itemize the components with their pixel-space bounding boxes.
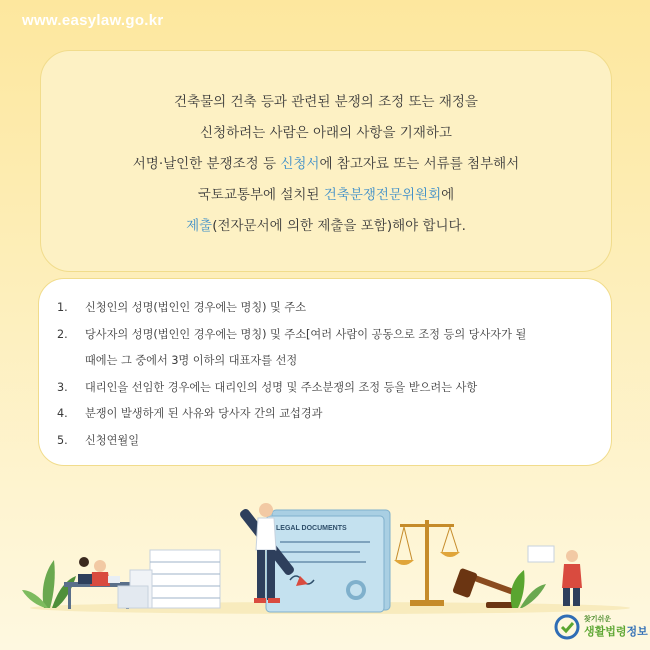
paper-stack-icon <box>118 550 220 608</box>
brand-icon <box>554 614 580 640</box>
highlight-submit: 제출 <box>186 217 213 234</box>
scales-icon <box>394 520 460 606</box>
gavel-icon <box>452 568 517 608</box>
highlight-committee: 건축분쟁전문위원회 <box>323 186 442 203</box>
requirements-card <box>38 278 612 466</box>
list-item: 3. 대리인을 선임한 경우에는 대리인의 성명 및 주소분쟁의 조정 등을 받으려는 사항 <box>57 380 478 394</box>
site-url[interactable]: www.easylaw.go.kr <box>22 12 164 29</box>
brand-name: 생활법령정보 <box>584 625 648 638</box>
plant-icon <box>511 570 546 608</box>
intro-line-5: 제출(전자문서에 의한 제출을 포함)해야 합니다. <box>186 217 466 234</box>
intro-line-2: 신청하려는 사람은 아래의 사항을 기재하고 <box>200 124 452 141</box>
intro-line-1: 건축물의 건축 등과 관련된 분쟁의 조정 또는 재정을 <box>174 93 478 110</box>
intro-card <box>40 50 612 272</box>
list-item: 1. 신청인의 성명(법인인 경우에는 명칭) 및 주소 <box>57 301 307 314</box>
intro-line-4: 국토교통부에 설치된 건축분쟁전문위원회에 <box>197 186 455 203</box>
list-item: 5. 신청연월일 <box>57 433 140 447</box>
highlight-application-form: 신청서 <box>280 155 320 172</box>
document-title: LEGAL DOCUMENTS <box>276 525 347 532</box>
intro-line-3: 서명·날인한 분쟁조정 등 신청서에 참고자료 또는 서류를 첨부해서 <box>132 155 520 172</box>
requirements-list <box>57 295 595 454</box>
brand-logo[interactable] <box>548 612 648 646</box>
list-item: 4. 분쟁이 발생하게 된 사유와 당사자 간의 교섭경과 <box>57 407 323 420</box>
list-item: 2. 당사자의 성명(법인인 경우에는 명칭) 및 주소[여러 사람이 공동으로 조정 등의 당사자가 될 때에는 그 중에서 3명 이하의 대표자를 선정 <box>57 327 527 367</box>
brand-tagline: 찾기쉬운 <box>584 615 612 623</box>
